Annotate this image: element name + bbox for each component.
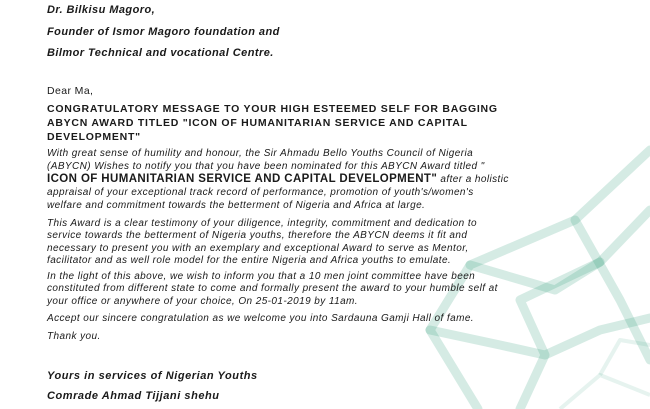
signature-line-1: Yours in services of Nigerian Youths xyxy=(47,370,258,382)
para4: Accept our sincere congratulation as we welcome you into Sardauna Gamji Hall of fame. xyxy=(47,313,475,324)
para1-line-5: welfare and commitment towards the betterment of Nigeria and Africa at large. xyxy=(47,200,426,211)
para3-line-1: In the light of this above, we wish to inform you that a 10 men joint committee have been xyxy=(47,271,476,282)
para3-line-3: your office or anywhere of your choice, On 25-01-2019 by 11am. xyxy=(47,296,359,307)
para3-line-2: constituted from different state to come and formally present the award to your humble self at xyxy=(47,283,498,294)
subject-line-1: CONGRATULATORY MESSAGE TO YOUR HIGH ESTEEMED SELF FOR BAGGING xyxy=(47,103,498,115)
para1-line-2: (ABYCN) Wishes to notify you that you have been nominated for this ABYCN Award titled " xyxy=(47,161,485,172)
subject-line-3: DEVELOPMENT" xyxy=(47,131,141,143)
para2-line-3: necessary to present you with an exemplary and exceptional Award to serve as Mentor, xyxy=(47,243,469,254)
recipient-name: Dr. Bilkisu Magoro, xyxy=(47,4,156,16)
recipient-title: Founder of Ismor Magoro foundation and xyxy=(47,26,280,38)
closing: Thank you. xyxy=(47,331,101,342)
award-title: ICON OF HUMANITARIAN SERVICE AND CAPITAL DEVELOPMENT" xyxy=(47,173,438,185)
subject-line-2: ABYCN AWARD TITLED "ICON OF HUMANITARIAN SERVICE AND CAPITAL xyxy=(47,117,468,129)
para2-line-2: service towards the betterment of Nigeria youths, therefore the ABYCN deems it fit and xyxy=(47,230,468,241)
salutation: Dear Ma, xyxy=(47,85,94,97)
para2-line-4: facilitator and as well role model for the entire Nigeria and Africa youths to emulate. xyxy=(47,255,452,266)
para1-line-3 xyxy=(47,173,509,185)
para1-line-4: appraisal of your exceptional track record of performance, promotion of youth's/women's xyxy=(47,187,474,198)
recipient-organization: Bilmor Technical and vocational Centre. xyxy=(47,47,274,59)
signer-name: Comrade Ahmad Tijjani shehu xyxy=(47,390,220,402)
para1-line-3-tail: after a holistic xyxy=(437,174,509,185)
para2-line-1: This Award is a clear testimony of your diligence, integrity, commitment and dedication to xyxy=(47,218,478,229)
para1-line-1: With great sense of humility and honour, the Sir Ahmadu Bello Youths Council of Nigeria xyxy=(47,148,474,159)
